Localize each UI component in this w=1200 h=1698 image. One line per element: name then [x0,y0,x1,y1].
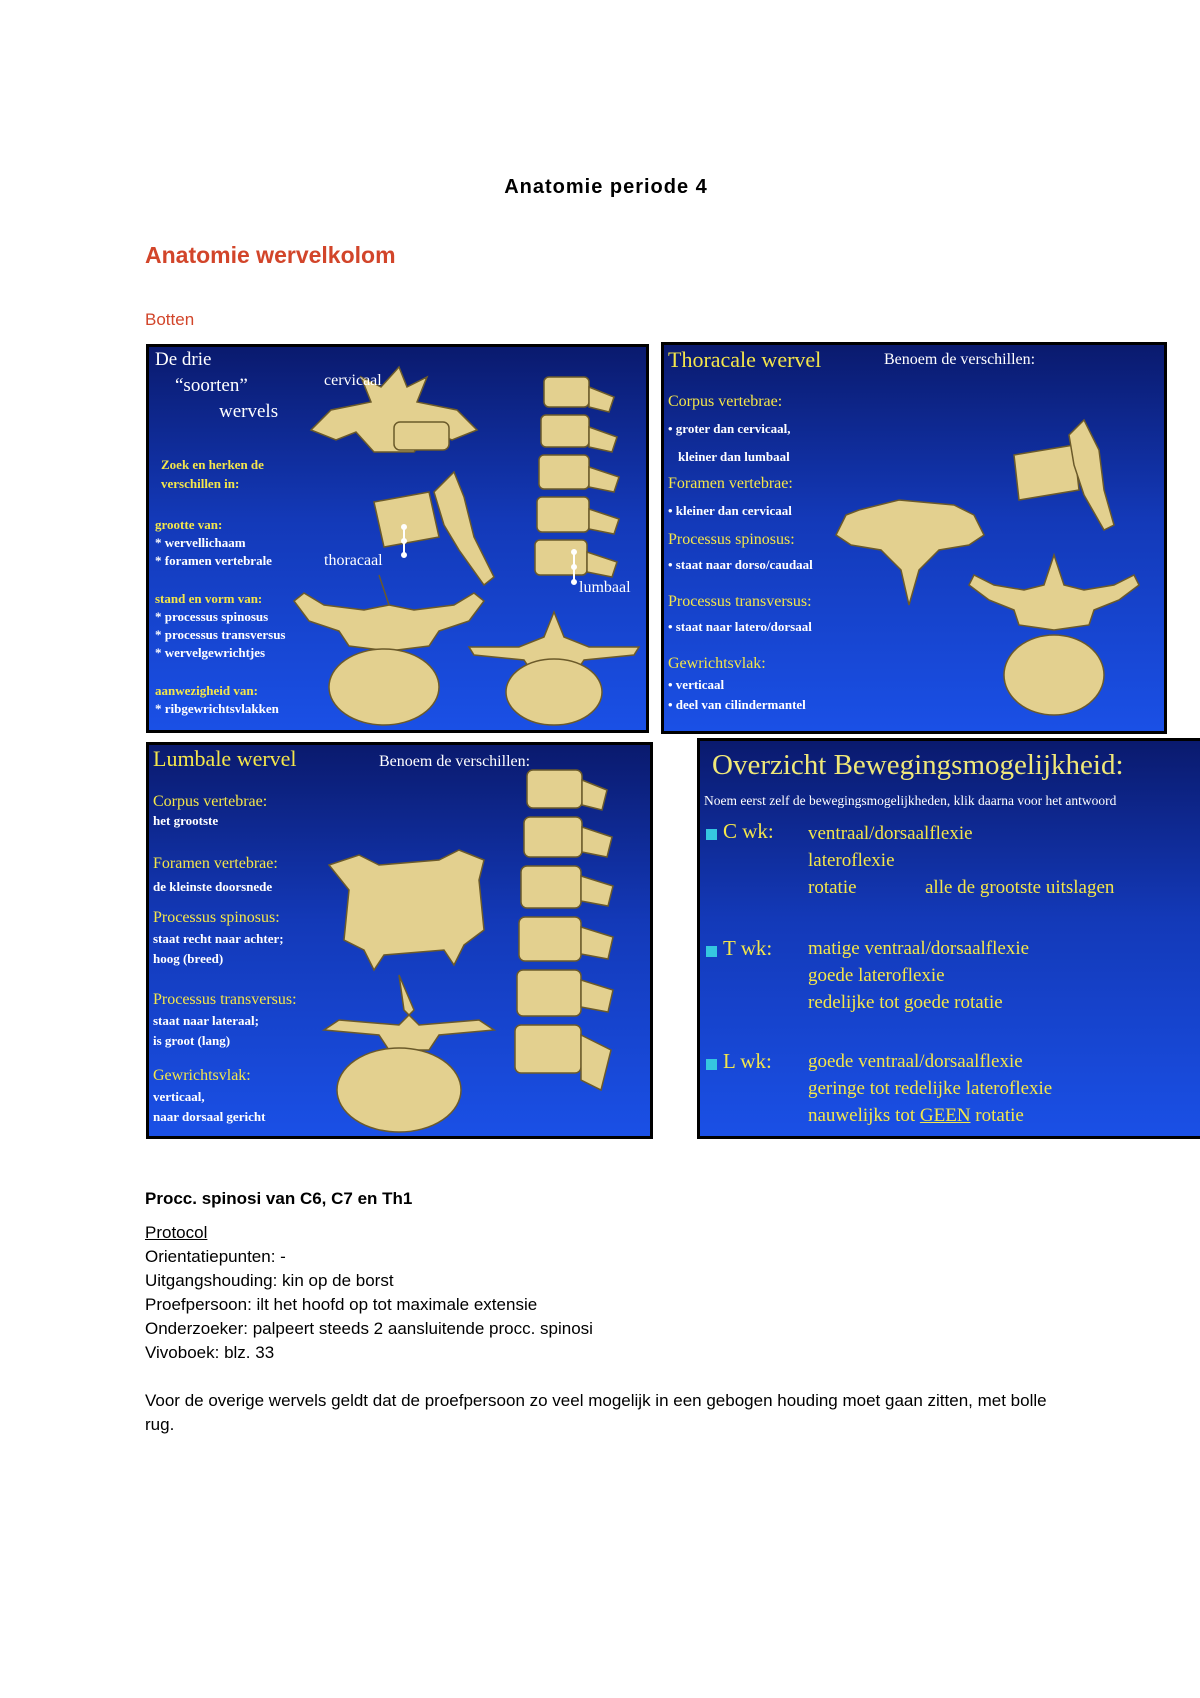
c-wk-line: rotatie [808,877,857,898]
slide3-transversus-head: Processus transversus: [153,991,297,1008]
slide1-title-line2: “soorten” [175,375,248,396]
slide3-corpus-head: Corpus vertebrae: [153,793,268,810]
slide3-gewricht-head: Gewrichtsvlak: [153,1067,251,1084]
t-wk-line: redelijke tot goede rotatie [808,992,1003,1013]
protocol-block [145,1221,593,1365]
slide2-spinosus-head: Processus spinosus: [668,531,795,548]
label-cervicaal: cervicaal [324,372,382,389]
t-wk-line: matige ventraal/dorsaalflexie [808,938,1030,959]
slide1-aanw-item: * ribgewrichtsvlakken [155,701,279,716]
section-heading: Anatomie wervelkolom [145,242,396,268]
protocol-line: Vivoboek: blz. 33 [145,1343,275,1362]
protocol-label: Protocol [145,1223,208,1242]
slide2-transversus-item: • staat naar latero/dorsaal [668,619,812,634]
label-thoracaal: thoracaal [324,552,383,569]
slide3-subtitle: Benoem de verschillen: [379,753,531,770]
slide3-foramen-item: de kleinste doorsnede [153,879,273,894]
slide2-foramen-item: • kleiner dan cervicaal [668,503,792,518]
slide3-gewricht-item: verticaal, [153,1089,205,1104]
slide2-spinosus-item: • staat naar dorso/caudaal [668,557,813,572]
slide1-intro-line2: verschillen in: [161,476,240,491]
slide1-grootte-item: * foramen vertebrale [155,553,272,568]
slide1-title-line1: De drie [155,349,212,370]
slide-lumbale-wervel [146,742,653,1139]
slide1-title-line3: wervels [219,401,279,422]
slide-overzicht-bewegingsmogelijkheid [697,738,1200,1139]
c-wk-line: lateroflexie [808,850,895,871]
slide3-corpus-item: het grootste [153,813,219,828]
protocol-line: Uitgangshouding: kin op de borst [145,1271,394,1290]
c-wk-line: ventraal/dorsaalflexie [808,823,973,844]
slide2-title: Thoracale wervel [668,347,822,372]
closing-paragraph: Voor de overige wervels geldt dat de proefpersoon zo veel mogelijk in een gebogen houding moet gaan zitten, met bolle rug. [145,1391,1047,1434]
c-wk-label: C wk: [723,819,774,843]
slide2-subtitle: Benoem de verschillen: [884,351,1036,368]
slide4-subtitle: Noem eerst zelf de bewegingsmogelijkheden, klik daarna voor het antwoord [704,793,1117,808]
l-wk-last-pre: nauwelijks tot [808,1105,920,1126]
slide1-stand-item: * processus transversus [155,627,286,642]
c-wk-note: alle de grootste uitslagen [925,877,1115,898]
slide2-corpus-head: Corpus vertebrae: [668,393,783,410]
slide3-spinosus-item: staat recht naar achter; [153,931,284,946]
slide4-title: Overzicht Bewegingsmogelijkheid: [712,749,1124,781]
slide1-stand-item: * wervelgewrichtjes [155,645,266,660]
slide2-transversus-head: Processus transversus: [668,593,812,610]
l-wk-line: geringe tot redelijke lateroflexie [808,1078,1053,1099]
l-wk-last-post: rotatie [970,1105,1024,1126]
bullet-square-icon [706,829,717,840]
slide1-grootte-item: * wervellichaam [155,535,246,550]
l-wk-line: goede ventraal/dorsaalflexie [808,1051,1023,1072]
t-wk-label: T wk: [723,936,773,960]
slide3-foramen-head: Foramen vertebrae: [153,855,278,872]
slide1-grootte-head: grootte van: [155,517,223,532]
slide2-gewricht-head: Gewrichtsvlak: [668,655,766,672]
l-wk-geen: GEEN [919,1105,971,1126]
slide3-transversus-item: staat naar lateraal; [153,1013,259,1028]
slide1-intro-line1: Zoek en herken de [161,457,264,472]
protocol-line: Orientatiepunten: - [145,1247,286,1266]
l-wk-last-line [808,1105,1024,1127]
section-title: Procc. spinosi van C6, C7 en Th1 [145,1189,413,1208]
t-wk-line: goede lateroflexie [808,965,945,986]
document-title: Anatomie periode 4 [504,176,708,198]
protocol-line: Proefpersoon: ilt het hoofd op tot maximale extensie [145,1295,538,1314]
slide1-stand-item: * processus spinosus [155,609,269,624]
slide2-gewricht-item: • verticaal [668,677,725,692]
protocol-line: Onderzoeker: palpeert steeds 2 aansluitende procc. spinosi [145,1319,593,1338]
slide3-spinosus-item: hoog (breed) [153,951,224,966]
slide2-gewricht-item: • deel van cilindermantel [668,697,806,712]
bullet-square-icon [706,946,717,957]
l-wk-label: L wk: [723,1049,772,1073]
label-lumbaal: lumbaal [579,579,631,596]
slide1-aanw-head: aanwezigheid van: [155,683,258,698]
slide1-stand-head: stand en vorm van: [155,591,263,606]
slide-three-vertebra-types [146,344,649,733]
slide2-corpus-item: • groter dan cervicaal, [668,421,791,436]
slide3-transversus-item: is groot (lang) [153,1033,231,1048]
slide3-gewricht-item: naar dorsaal gericht [153,1109,266,1124]
slide2-corpus-item: kleiner dan lumbaal [678,449,790,464]
bullet-square-icon [706,1059,717,1070]
slide3-title: Lumbale wervel [153,746,297,771]
subsection-heading: Botten [145,310,195,329]
slide3-spinosus-head: Processus spinosus: [153,909,280,926]
slide2-foramen-head: Foramen vertebrae: [668,475,793,492]
slide-thoracale-wervel [661,342,1167,734]
